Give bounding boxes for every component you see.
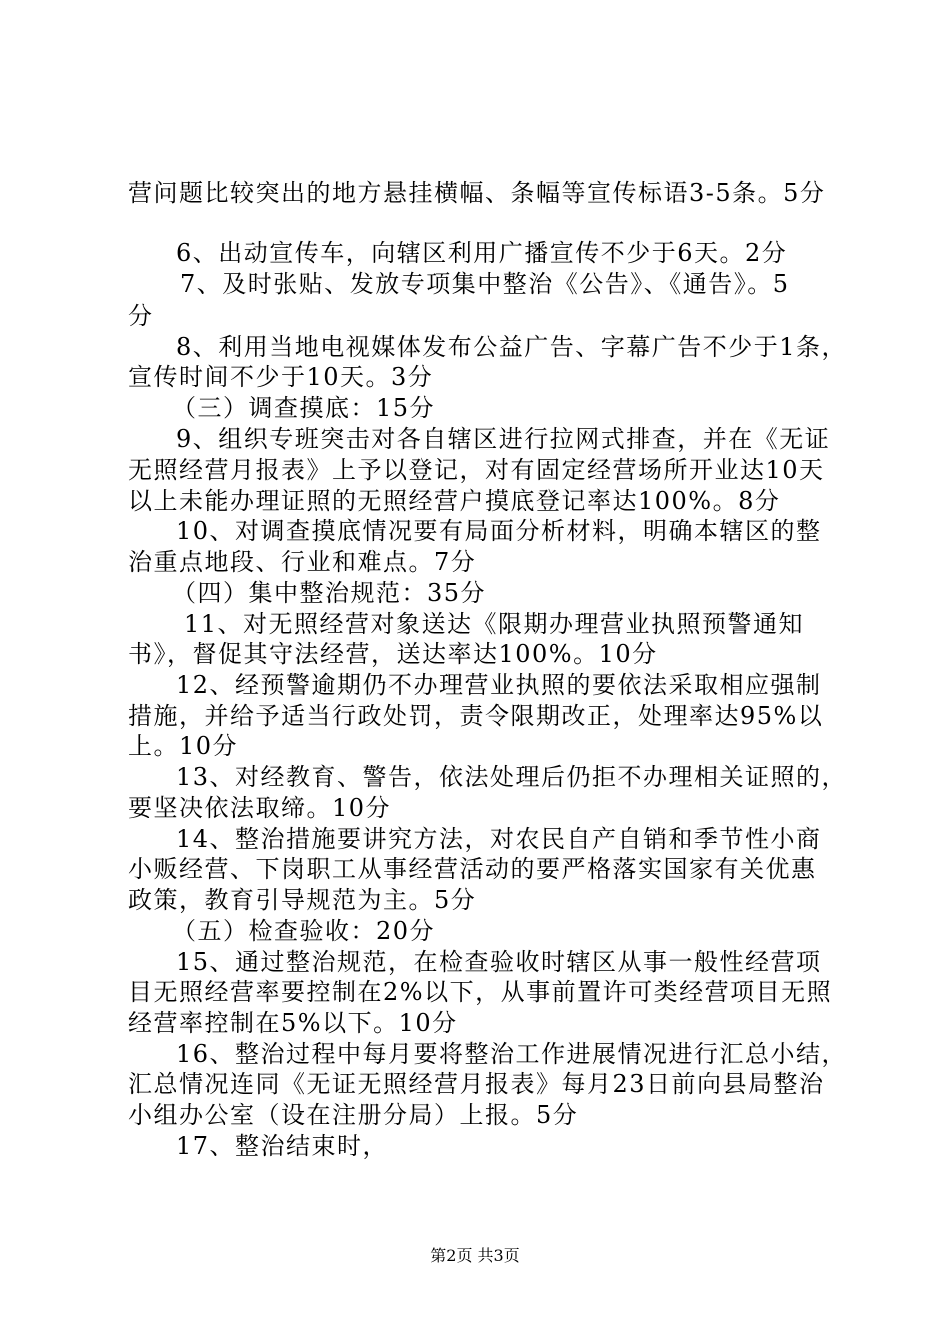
text-line: 15、通过整治规范，在检查验收时辖区从事一般性经营项 — [176, 948, 822, 976]
text-line: 小组办公室（设在注册分局）上报。5分 — [128, 1101, 579, 1129]
text-line: 无照经营月报表》上予以登记，对有固定经营场所开业达10天 — [128, 456, 825, 484]
text-line: 小贩经营、下岗职工从事经营活动的要严格落实国家有关优惠 — [128, 855, 817, 883]
text-line: 汇总情况连同《无证无照经营月报表》每月23日前向县局整治 — [128, 1070, 825, 1098]
text-line: 营问题比较突出的地方悬挂横幅、条幅等宣传标语3-5条。5分 — [128, 179, 826, 207]
text-line: 9、组织专班突击对各自辖区进行拉网式排查，并在《无证 — [176, 425, 831, 453]
text-line: 12、经预警逾期仍不办理营业执照的要依法采取相应强制 — [176, 671, 822, 699]
text-line: 以上未能办理证照的无照经营户摸底登记率达100%。8分 — [128, 487, 781, 515]
page-footer: 第2页 共3页 — [430, 1246, 520, 1265]
text-line: 11、对无照经营对象送达《限期办理营业执照预警通知 — [184, 610, 805, 638]
section-heading: （五）检查验收：20分 — [172, 917, 436, 945]
section-heading: （四）集中整治规范：35分 — [172, 579, 487, 607]
text-line: 措施，并给予适当行政处罚，责令限期改正，处理率达95%以 — [128, 702, 824, 730]
section-heading: （三）调查摸底：15分 — [172, 394, 436, 422]
text-line: 16、整治过程中每月要将整治工作进展情况进行汇总小结， — [176, 1040, 848, 1068]
text-line: 14、整治措施要讲究方法，对农民自产自销和季节性小商 — [176, 825, 822, 853]
text-line: 7、及时张贴、发放专项集中整治《公告》、《通告》。5 — [180, 270, 790, 298]
text-line: 经营率控制在5%以下。10分 — [128, 1009, 458, 1037]
text-line: 要坚决依法取缔。10分 — [128, 794, 392, 822]
text-line: 政策，教育引导规范为主。5分 — [128, 886, 477, 914]
text-line: 治重点地段、行业和难点。7分 — [128, 548, 477, 576]
text-line: 17、整治结束时， — [176, 1132, 389, 1160]
text-line: 10、对调查摸底情况要有局面分析材料，明确本辖区的整 — [176, 517, 822, 545]
text-line: 分 — [128, 302, 154, 330]
text-line: 目无照经营率要控制在2%以下，从事前置许可类经营项目无照 — [128, 978, 833, 1006]
text-line: 8、利用当地电视媒体发布公益广告、字幕广告不少于1条， — [176, 333, 848, 361]
text-line: 书》，督促其守法经营，送达率达100%。10分 — [128, 640, 658, 668]
text-line: 宣传时间不少于10天。3分 — [128, 363, 434, 391]
text-line: 13、对经教育、警告，依法处理后仍拒不办理相关证照的， — [176, 763, 848, 791]
text-line: 上。10分 — [128, 732, 239, 760]
text-line: 6、出动宣传车，向辖区利用广播宣传不少于6天。2分 — [176, 239, 788, 267]
